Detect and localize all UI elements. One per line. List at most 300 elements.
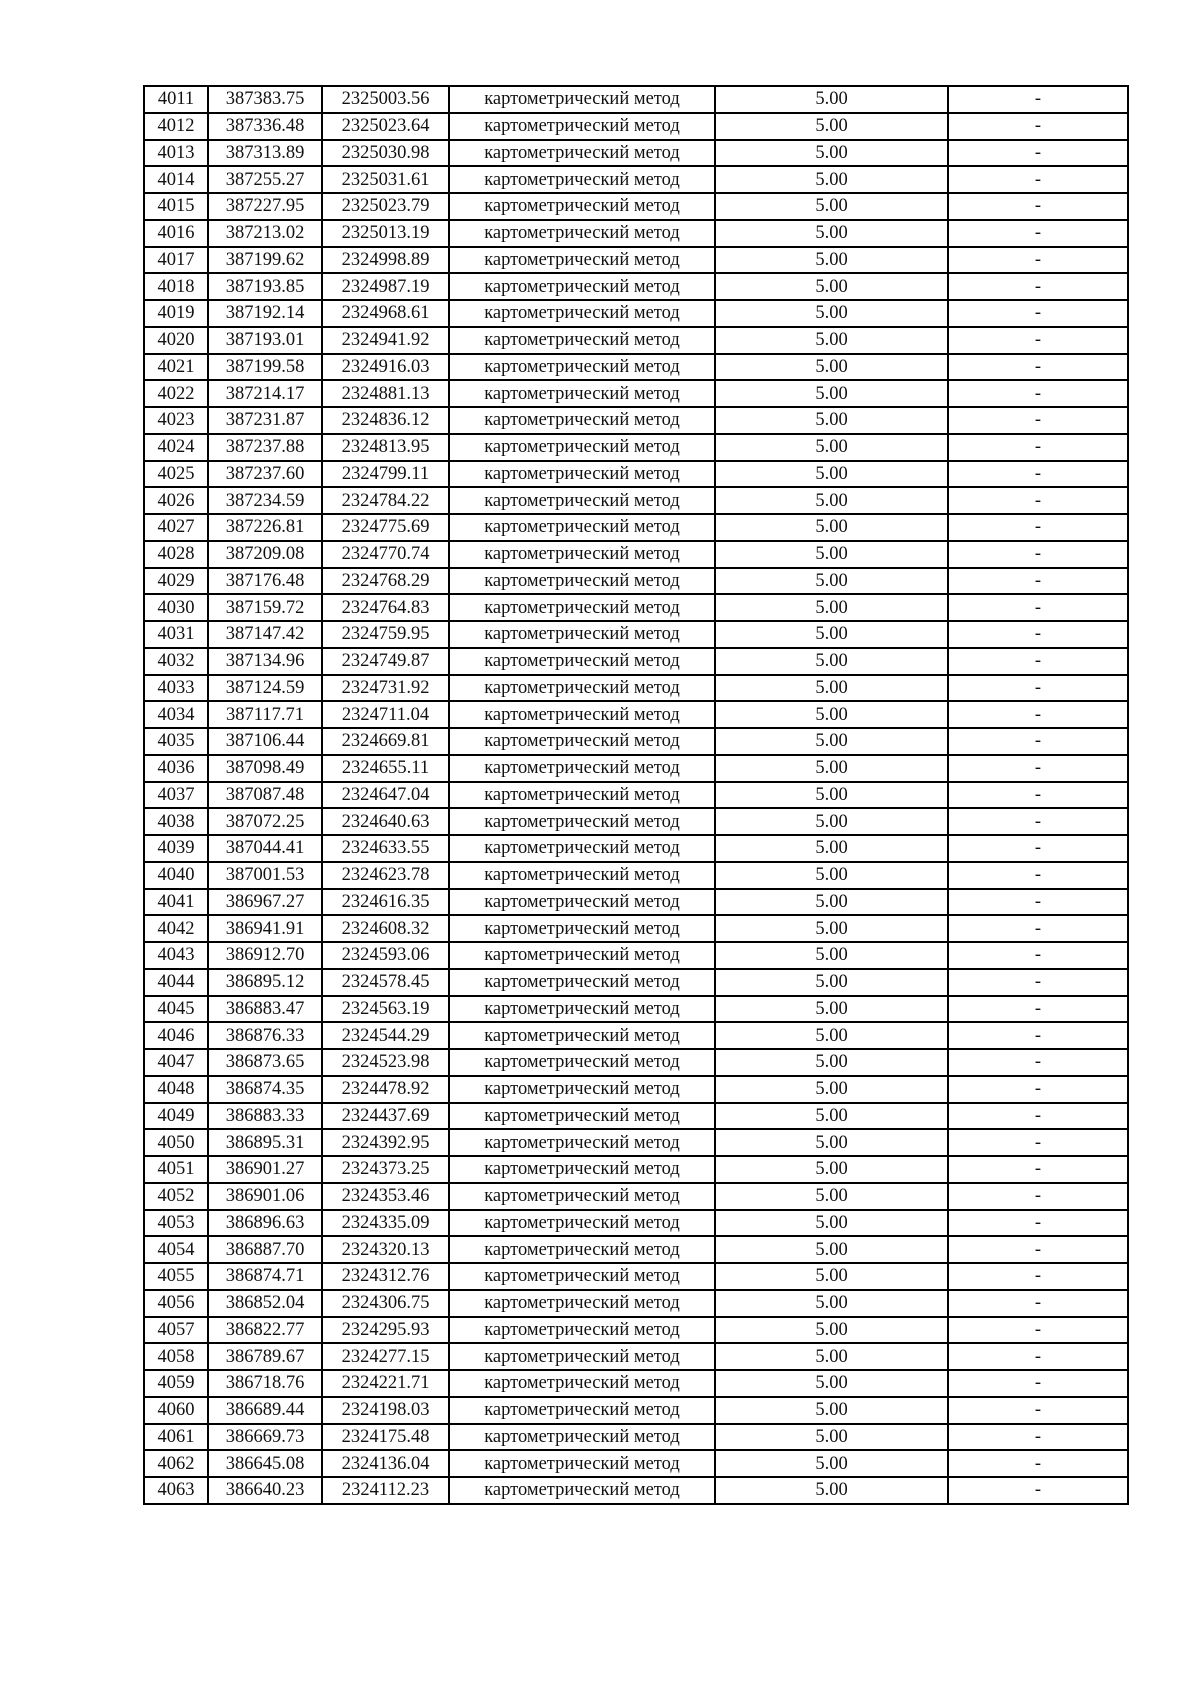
description-cell: - [948, 889, 1128, 916]
x-coordinate-cell: 386887.70 [208, 1236, 322, 1263]
table-row [144, 327, 1128, 354]
point-number-cell: 4040 [144, 862, 208, 889]
method-cell: картометрический метод [449, 541, 715, 568]
description-cell: - [948, 835, 1128, 862]
table-row [144, 1236, 1128, 1263]
table-row [144, 969, 1128, 996]
y-coordinate-cell: 2324640.63 [322, 808, 449, 835]
y-coordinate-cell: 2324941.92 [322, 327, 449, 354]
x-coordinate-cell: 387214.17 [208, 380, 322, 407]
method-cell: картометрический метод [449, 434, 715, 461]
y-coordinate-cell: 2324784.22 [322, 487, 449, 514]
table-row [144, 675, 1128, 702]
table-row [144, 1103, 1128, 1130]
method-cell: картометрический метод [449, 273, 715, 300]
method-cell: картометрический метод [449, 728, 715, 755]
description-cell: - [948, 1343, 1128, 1370]
y-coordinate-cell: 2324764.83 [322, 594, 449, 621]
description-cell: - [948, 1129, 1128, 1156]
accuracy-cell: 5.00 [715, 862, 948, 889]
y-coordinate-cell: 2324563.19 [322, 996, 449, 1023]
x-coordinate-cell: 387237.60 [208, 461, 322, 488]
y-coordinate-cell: 2324335.09 [322, 1210, 449, 1237]
method-cell: картометрический метод [449, 675, 715, 702]
accuracy-cell: 5.00 [715, 1290, 948, 1317]
method-cell: картометрический метод [449, 1183, 715, 1210]
method-cell: картометрический метод [449, 1477, 715, 1504]
point-number-cell: 4028 [144, 541, 208, 568]
description-cell: - [948, 648, 1128, 675]
accuracy-cell: 5.00 [715, 782, 948, 809]
description-cell: - [948, 1022, 1128, 1049]
point-number-cell: 4013 [144, 140, 208, 167]
table-row [144, 514, 1128, 541]
x-coordinate-cell: 387098.49 [208, 755, 322, 782]
point-number-cell: 4024 [144, 434, 208, 461]
x-coordinate-cell: 387001.53 [208, 862, 322, 889]
point-number-cell: 4050 [144, 1129, 208, 1156]
description-cell: - [948, 1477, 1128, 1504]
accuracy-cell: 5.00 [715, 354, 948, 381]
accuracy-cell: 5.00 [715, 407, 948, 434]
accuracy-cell: 5.00 [715, 461, 948, 488]
accuracy-cell: 5.00 [715, 1129, 948, 1156]
accuracy-cell: 5.00 [715, 648, 948, 675]
x-coordinate-cell: 387383.75 [208, 86, 322, 113]
point-number-cell: 4045 [144, 996, 208, 1023]
description-cell: - [948, 1049, 1128, 1076]
table-row [144, 193, 1128, 220]
y-coordinate-cell: 2324221.71 [322, 1370, 449, 1397]
point-number-cell: 4048 [144, 1076, 208, 1103]
accuracy-cell: 5.00 [715, 140, 948, 167]
method-cell: картометрический метод [449, 621, 715, 648]
accuracy-cell: 5.00 [715, 300, 948, 327]
x-coordinate-cell: 387231.87 [208, 407, 322, 434]
accuracy-cell: 5.00 [715, 1424, 948, 1451]
x-coordinate-cell: 386912.70 [208, 942, 322, 969]
method-cell: картометрический метод [449, 1290, 715, 1317]
x-coordinate-cell: 387237.88 [208, 434, 322, 461]
table-row [144, 273, 1128, 300]
point-number-cell: 4016 [144, 220, 208, 247]
table-row [144, 1343, 1128, 1370]
table-row [144, 1183, 1128, 1210]
x-coordinate-cell: 387192.14 [208, 300, 322, 327]
description-cell: - [948, 300, 1128, 327]
table-row [144, 487, 1128, 514]
accuracy-cell: 5.00 [715, 514, 948, 541]
table-row [144, 1290, 1128, 1317]
point-number-cell: 4061 [144, 1424, 208, 1451]
point-number-cell: 4046 [144, 1022, 208, 1049]
point-number-cell: 4058 [144, 1343, 208, 1370]
accuracy-cell: 5.00 [715, 327, 948, 354]
description-cell: - [948, 701, 1128, 728]
description-cell: - [948, 1210, 1128, 1237]
y-coordinate-cell: 2324813.95 [322, 434, 449, 461]
method-cell: картометрический метод [449, 648, 715, 675]
y-coordinate-cell: 2324647.04 [322, 782, 449, 809]
table-row [144, 434, 1128, 461]
point-number-cell: 4025 [144, 461, 208, 488]
point-number-cell: 4041 [144, 889, 208, 916]
point-number-cell: 4036 [144, 755, 208, 782]
accuracy-cell: 5.00 [715, 273, 948, 300]
accuracy-cell: 5.00 [715, 1076, 948, 1103]
x-coordinate-cell: 386822.77 [208, 1317, 322, 1344]
x-coordinate-cell: 387072.25 [208, 808, 322, 835]
method-cell: картометрический метод [449, 1210, 715, 1237]
y-coordinate-cell: 2324836.12 [322, 407, 449, 434]
x-coordinate-cell: 387117.71 [208, 701, 322, 728]
y-coordinate-cell: 2324593.06 [322, 942, 449, 969]
table-row [144, 1263, 1128, 1290]
table-row [144, 1022, 1128, 1049]
description-cell: - [948, 1263, 1128, 1290]
x-coordinate-cell: 386901.27 [208, 1156, 322, 1183]
y-coordinate-cell: 2325023.64 [322, 113, 449, 140]
table-row [144, 140, 1128, 167]
point-number-cell: 4033 [144, 675, 208, 702]
description-cell: - [948, 1236, 1128, 1263]
point-number-cell: 4043 [144, 942, 208, 969]
method-cell: картометрический метод [449, 461, 715, 488]
accuracy-cell: 5.00 [715, 166, 948, 193]
description-cell: - [948, 273, 1128, 300]
accuracy-cell: 5.00 [715, 1450, 948, 1477]
description-cell: - [948, 380, 1128, 407]
table-row [144, 1210, 1128, 1237]
description-cell: - [948, 514, 1128, 541]
point-number-cell: 4055 [144, 1263, 208, 1290]
x-coordinate-cell: 386689.44 [208, 1397, 322, 1424]
table-row [144, 835, 1128, 862]
table-row [144, 407, 1128, 434]
description-cell: - [948, 407, 1128, 434]
accuracy-cell: 5.00 [715, 675, 948, 702]
method-cell: картометрический метод [449, 193, 715, 220]
description-cell: - [948, 434, 1128, 461]
accuracy-cell: 5.00 [715, 1236, 948, 1263]
point-number-cell: 4026 [144, 487, 208, 514]
x-coordinate-cell: 387226.81 [208, 514, 322, 541]
accuracy-cell: 5.00 [715, 889, 948, 916]
y-coordinate-cell: 2324136.04 [322, 1450, 449, 1477]
table-row [144, 782, 1128, 809]
y-coordinate-cell: 2325030.98 [322, 140, 449, 167]
x-coordinate-cell: 386967.27 [208, 889, 322, 916]
table-row [144, 915, 1128, 942]
method-cell: картометрический метод [449, 140, 715, 167]
x-coordinate-cell: 386645.08 [208, 1450, 322, 1477]
accuracy-cell: 5.00 [715, 969, 948, 996]
point-number-cell: 4031 [144, 621, 208, 648]
y-coordinate-cell: 2324353.46 [322, 1183, 449, 1210]
x-coordinate-cell: 386718.76 [208, 1370, 322, 1397]
method-cell: картометрический метод [449, 1129, 715, 1156]
x-coordinate-cell: 387255.27 [208, 166, 322, 193]
description-cell: - [948, 996, 1128, 1023]
y-coordinate-cell: 2324998.89 [322, 247, 449, 274]
accuracy-cell: 5.00 [715, 86, 948, 113]
y-coordinate-cell: 2325013.19 [322, 220, 449, 247]
method-cell: картометрический метод [449, 1397, 715, 1424]
description-cell: - [948, 86, 1128, 113]
point-number-cell: 4014 [144, 166, 208, 193]
x-coordinate-cell: 387209.08 [208, 541, 322, 568]
accuracy-cell: 5.00 [715, 1397, 948, 1424]
table-row [144, 1129, 1128, 1156]
point-number-cell: 4049 [144, 1103, 208, 1130]
table-row [144, 1049, 1128, 1076]
y-coordinate-cell: 2324112.23 [322, 1477, 449, 1504]
accuracy-cell: 5.00 [715, 1477, 948, 1504]
y-coordinate-cell: 2324633.55 [322, 835, 449, 862]
method-cell: картометрический метод [449, 166, 715, 193]
point-number-cell: 4021 [144, 354, 208, 381]
method-cell: картометрический метод [449, 862, 715, 889]
method-cell: картометрический метод [449, 808, 715, 835]
point-number-cell: 4062 [144, 1450, 208, 1477]
y-coordinate-cell: 2324175.48 [322, 1424, 449, 1451]
table-row [144, 1317, 1128, 1344]
y-coordinate-cell: 2325031.61 [322, 166, 449, 193]
point-number-cell: 4052 [144, 1183, 208, 1210]
accuracy-cell: 5.00 [715, 915, 948, 942]
point-number-cell: 4029 [144, 568, 208, 595]
table-row [144, 889, 1128, 916]
point-number-cell: 4012 [144, 113, 208, 140]
accuracy-cell: 5.00 [715, 1317, 948, 1344]
y-coordinate-cell: 2324669.81 [322, 728, 449, 755]
description-cell: - [948, 942, 1128, 969]
x-coordinate-cell: 387147.42 [208, 621, 322, 648]
x-coordinate-cell: 387134.96 [208, 648, 322, 675]
table-row [144, 354, 1128, 381]
accuracy-cell: 5.00 [715, 568, 948, 595]
x-coordinate-cell: 386895.12 [208, 969, 322, 996]
description-cell: - [948, 1450, 1128, 1477]
method-cell: картометрический метод [449, 1424, 715, 1451]
description-cell: - [948, 1397, 1128, 1424]
table-row [144, 862, 1128, 889]
y-coordinate-cell: 2324916.03 [322, 354, 449, 381]
description-cell: - [948, 1156, 1128, 1183]
y-coordinate-cell: 2324373.25 [322, 1156, 449, 1183]
x-coordinate-cell: 387336.48 [208, 113, 322, 140]
description-cell: - [948, 113, 1128, 140]
method-cell: картометрический метод [449, 835, 715, 862]
method-cell: картометрический метод [449, 1022, 715, 1049]
point-number-cell: 4027 [144, 514, 208, 541]
table-row [144, 461, 1128, 488]
accuracy-cell: 5.00 [715, 621, 948, 648]
table-row [144, 1397, 1128, 1424]
method-cell: картометрический метод [449, 782, 715, 809]
x-coordinate-cell: 387227.95 [208, 193, 322, 220]
accuracy-cell: 5.00 [715, 942, 948, 969]
method-cell: картометрический метод [449, 1076, 715, 1103]
point-number-cell: 4037 [144, 782, 208, 809]
method-cell: картометрический метод [449, 942, 715, 969]
x-coordinate-cell: 386941.91 [208, 915, 322, 942]
table-row [144, 1370, 1128, 1397]
y-coordinate-cell: 2324731.92 [322, 675, 449, 702]
x-coordinate-cell: 386669.73 [208, 1424, 322, 1451]
y-coordinate-cell: 2324749.87 [322, 648, 449, 675]
point-number-cell: 4019 [144, 300, 208, 327]
x-coordinate-cell: 387199.62 [208, 247, 322, 274]
table-row [144, 808, 1128, 835]
y-coordinate-cell: 2325023.79 [322, 193, 449, 220]
table-row [144, 568, 1128, 595]
method-cell: картометрический метод [449, 1103, 715, 1130]
y-coordinate-cell: 2324312.76 [322, 1263, 449, 1290]
y-coordinate-cell: 2324478.92 [322, 1076, 449, 1103]
description-cell: - [948, 327, 1128, 354]
y-coordinate-cell: 2324437.69 [322, 1103, 449, 1130]
x-coordinate-cell: 386901.06 [208, 1183, 322, 1210]
accuracy-cell: 5.00 [715, 380, 948, 407]
description-cell: - [948, 166, 1128, 193]
accuracy-cell: 5.00 [715, 594, 948, 621]
point-number-cell: 4047 [144, 1049, 208, 1076]
accuracy-cell: 5.00 [715, 728, 948, 755]
accuracy-cell: 5.00 [715, 835, 948, 862]
description-cell: - [948, 755, 1128, 782]
accuracy-cell: 5.00 [715, 1370, 948, 1397]
method-cell: картометрический метод [449, 113, 715, 140]
method-cell: картометрический метод [449, 594, 715, 621]
description-cell: - [948, 782, 1128, 809]
accuracy-cell: 5.00 [715, 1103, 948, 1130]
point-number-cell: 4053 [144, 1210, 208, 1237]
x-coordinate-cell: 386852.04 [208, 1290, 322, 1317]
y-coordinate-cell: 2325003.56 [322, 86, 449, 113]
y-coordinate-cell: 2324655.11 [322, 755, 449, 782]
point-number-cell: 4060 [144, 1397, 208, 1424]
table-row [144, 300, 1128, 327]
method-cell: картометрический метод [449, 354, 715, 381]
y-coordinate-cell: 2324277.15 [322, 1343, 449, 1370]
x-coordinate-cell: 387213.02 [208, 220, 322, 247]
point-number-cell: 4042 [144, 915, 208, 942]
x-coordinate-cell: 386883.47 [208, 996, 322, 1023]
method-cell: картометрический метод [449, 969, 715, 996]
x-coordinate-cell: 387193.85 [208, 273, 322, 300]
method-cell: картометрический метод [449, 247, 715, 274]
method-cell: картометрический метод [449, 996, 715, 1023]
accuracy-cell: 5.00 [715, 1183, 948, 1210]
x-coordinate-cell: 387124.59 [208, 675, 322, 702]
method-cell: картометрический метод [449, 915, 715, 942]
table-row [144, 996, 1128, 1023]
table-row [144, 247, 1128, 274]
description-cell: - [948, 862, 1128, 889]
table-row [144, 942, 1128, 969]
description-cell: - [948, 193, 1128, 220]
method-cell: картометрический метод [449, 380, 715, 407]
table-row [144, 113, 1128, 140]
x-coordinate-cell: 387176.48 [208, 568, 322, 595]
accuracy-cell: 5.00 [715, 1049, 948, 1076]
x-coordinate-cell: 386896.63 [208, 1210, 322, 1237]
point-number-cell: 4032 [144, 648, 208, 675]
accuracy-cell: 5.00 [715, 1343, 948, 1370]
y-coordinate-cell: 2324306.75 [322, 1290, 449, 1317]
method-cell: картометрический метод [449, 701, 715, 728]
y-coordinate-cell: 2324544.29 [322, 1022, 449, 1049]
method-cell: картометрический метод [449, 1236, 715, 1263]
table-row [144, 621, 1128, 648]
description-cell: - [948, 1076, 1128, 1103]
description-cell: - [948, 247, 1128, 274]
description-cell: - [948, 1424, 1128, 1451]
point-number-cell: 4017 [144, 247, 208, 274]
description-cell: - [948, 487, 1128, 514]
description-cell: - [948, 354, 1128, 381]
method-cell: картометрический метод [449, 1317, 715, 1344]
method-cell: картометрический метод [449, 300, 715, 327]
y-coordinate-cell: 2324523.98 [322, 1049, 449, 1076]
method-cell: картометрический метод [449, 1343, 715, 1370]
x-coordinate-cell: 386883.33 [208, 1103, 322, 1130]
x-coordinate-cell: 386640.23 [208, 1477, 322, 1504]
point-number-cell: 4057 [144, 1317, 208, 1344]
description-cell: - [948, 461, 1128, 488]
table-body [144, 86, 1128, 1504]
y-coordinate-cell: 2324768.29 [322, 568, 449, 595]
description-cell: - [948, 1183, 1128, 1210]
accuracy-cell: 5.00 [715, 113, 948, 140]
table-row [144, 648, 1128, 675]
method-cell: картометрический метод [449, 1049, 715, 1076]
accuracy-cell: 5.00 [715, 487, 948, 514]
accuracy-cell: 5.00 [715, 434, 948, 461]
x-coordinate-cell: 387044.41 [208, 835, 322, 862]
point-number-cell: 4056 [144, 1290, 208, 1317]
accuracy-cell: 5.00 [715, 1263, 948, 1290]
method-cell: картометрический метод [449, 220, 715, 247]
table-row [144, 1156, 1128, 1183]
table-row [144, 166, 1128, 193]
point-number-cell: 4054 [144, 1236, 208, 1263]
point-number-cell: 4038 [144, 808, 208, 835]
y-coordinate-cell: 2324608.32 [322, 915, 449, 942]
coordinates-table [143, 85, 1129, 1505]
accuracy-cell: 5.00 [715, 808, 948, 835]
y-coordinate-cell: 2324623.78 [322, 862, 449, 889]
method-cell: картометрический метод [449, 1263, 715, 1290]
x-coordinate-cell: 386874.71 [208, 1263, 322, 1290]
table-row [144, 594, 1128, 621]
y-coordinate-cell: 2324320.13 [322, 1236, 449, 1263]
y-coordinate-cell: 2324881.13 [322, 380, 449, 407]
description-cell: - [948, 1370, 1128, 1397]
table-row [144, 1450, 1128, 1477]
method-cell: картометрический метод [449, 889, 715, 916]
point-number-cell: 4015 [144, 193, 208, 220]
table-row [144, 1477, 1128, 1504]
point-number-cell: 4051 [144, 1156, 208, 1183]
table-row [144, 541, 1128, 568]
method-cell: картометрический метод [449, 86, 715, 113]
description-cell: - [948, 1317, 1128, 1344]
x-coordinate-cell: 387193.01 [208, 327, 322, 354]
method-cell: картометрический метод [449, 487, 715, 514]
x-coordinate-cell: 386895.31 [208, 1129, 322, 1156]
